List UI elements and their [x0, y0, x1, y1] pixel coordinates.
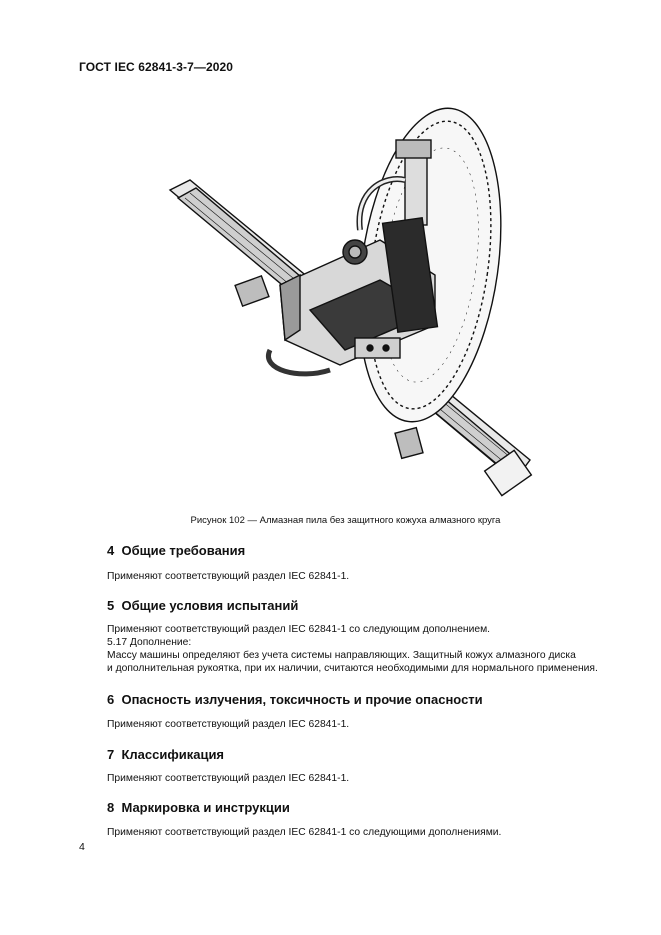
section-number: 7 [107, 747, 115, 762]
section-7-paragraph: Применяют соответствующий раздел IEC 62841-1. [107, 773, 350, 784]
section-4-heading [107, 543, 245, 558]
section-title: Классификация [121, 747, 225, 762]
page-number: 4 [79, 841, 85, 853]
diamond-saw-illustration-icon [150, 80, 550, 505]
section-title: Общие условия испытаний [121, 598, 299, 613]
document-header: ГОСТ IEC 62841-3-7—2020 [79, 60, 234, 74]
section-5-paragraph: Применяют соответствующий раздел IEC 62841-1 со следующим дополнением. [107, 624, 491, 635]
section-title: Опасность излучения, токсичность и прочие опасности [121, 692, 483, 707]
section-7-heading [107, 747, 224, 762]
section-4-paragraph: Применяют соответствующий раздел IEC 62841-1. [107, 571, 350, 582]
section-5-subclause: 5.17 Дополнение: [107, 637, 192, 648]
section-title: Общие требования [121, 543, 246, 558]
section-6-paragraph: Применяют соответствующий раздел IEC 62841-1. [107, 719, 350, 730]
section-8-paragraph: Применяют соответствующий раздел IEC 62841-1 со следующими дополнениями. [107, 827, 502, 838]
section-6-heading [107, 692, 483, 707]
section-title: Маркировка и инструкции [121, 800, 290, 815]
section-5-heading [107, 598, 298, 613]
section-number: 5 [107, 598, 115, 613]
figure-caption: Рисунок 102 — Алмазная пила без защитного кожуха алмазного круга [190, 515, 501, 526]
section-8-heading [107, 800, 290, 815]
section-5-paragraph: и дополнительная рукоятка, при их наличии, считаются необходимыми для нормального применения. [107, 663, 598, 674]
section-5-paragraph: Массу машины определяют без учета системы направляющих. Защитный кожух алмазного диска [107, 650, 576, 661]
section-number: 4 [107, 543, 115, 558]
section-number: 6 [107, 692, 115, 707]
section-number: 8 [107, 800, 115, 815]
